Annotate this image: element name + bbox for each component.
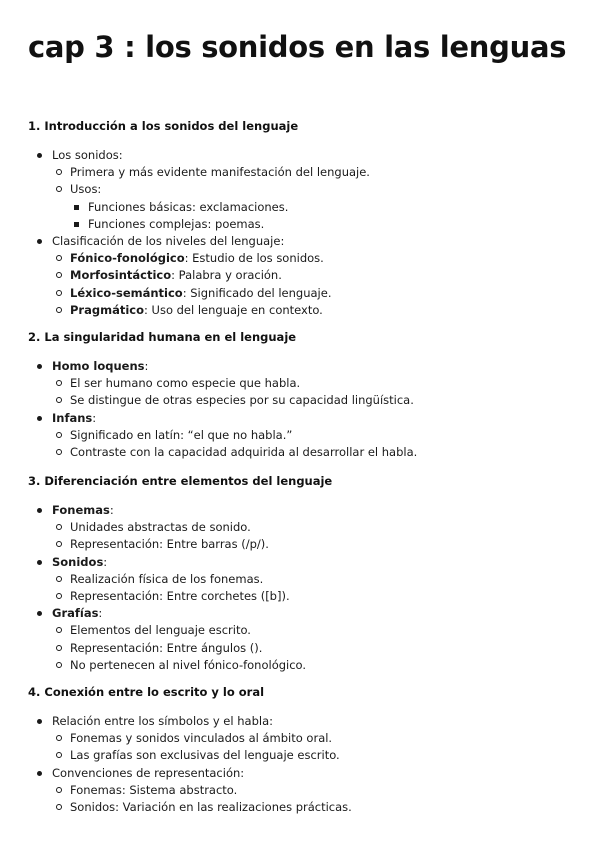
bullet-circle-icon	[56, 627, 62, 633]
bullet-disc-icon	[37, 153, 42, 158]
bullet-circle-icon	[56, 169, 62, 175]
bullet-circle-icon	[56, 432, 62, 438]
bullet-circle-icon	[56, 576, 62, 582]
bullet-disc-icon	[37, 719, 42, 724]
list-item: Realización física de los fonemas.	[28, 571, 588, 588]
bullet-circle-icon	[56, 397, 62, 403]
list-item: Clasificación de los niveles del lenguaje:	[28, 233, 588, 250]
bullet-circle-icon	[56, 752, 62, 758]
list-item: Funciones complejas: poemas.	[28, 216, 588, 233]
bullet-circle-icon	[56, 524, 62, 530]
list-item: Fonemas:	[28, 502, 588, 519]
list-item: Se distingue de otras especies por su capacidad lingüística.	[28, 392, 588, 409]
list-item: Contraste con la capacidad adquirida al desarrollar el habla.	[28, 444, 588, 461]
list-item: Representación: Entre barras (/p/).	[28, 536, 588, 553]
bullet-disc-icon	[37, 239, 42, 244]
list-item: Los sonidos:	[28, 147, 588, 164]
bullet-circle-icon	[56, 662, 62, 668]
list-item: Léxico-semántico: Significado del lenguaje.	[28, 285, 588, 302]
section-diferenciacion	[28, 474, 588, 674]
list-item: El ser humano como especie que habla.	[28, 375, 588, 392]
list-item: Convenciones de representación:	[28, 765, 588, 782]
section-heading: 2. La singularidad humana en el lenguaje	[28, 330, 297, 344]
list-item: Fonemas: Sistema abstracto.	[28, 782, 588, 799]
list-item: Relación entre los símbolos y el habla:	[28, 713, 588, 730]
bullet-list	[28, 147, 588, 319]
bullet-circle-icon	[56, 380, 62, 386]
list-item: No pertenecen al nivel fónico-fonológico.	[28, 657, 588, 674]
list-item: Morfosintáctico: Palabra y oración.	[28, 267, 588, 284]
list-item: Fonemas y sonidos vinculados al ámbito oral.	[28, 730, 588, 747]
list-item: Significado en latín: “el que no habla.”	[28, 427, 588, 444]
section-heading: 4. Conexión entre lo escrito y lo oral	[28, 685, 265, 699]
bullet-circle-icon	[56, 735, 62, 741]
section-introduccion	[28, 119, 588, 319]
list-item: Sonidos:	[28, 554, 588, 571]
section-heading: 1. Introducción a los sonidos del lenguaje	[28, 119, 299, 133]
section-heading: 3. Diferenciación entre elementos del lenguaje	[28, 474, 333, 488]
bullet-circle-icon	[56, 255, 62, 261]
page-title: cap 3 : los sonidos en las lenguas	[28, 30, 567, 64]
list-item: Sonidos: Variación en las realizaciones prácticas.	[28, 799, 588, 816]
bullet-circle-icon	[56, 593, 62, 599]
bullet-circle-icon	[56, 272, 62, 278]
bullet-list	[28, 713, 588, 816]
bullet-circle-icon	[56, 307, 62, 313]
list-item: Homo loquens:	[28, 358, 588, 375]
list-item: Representación: Entre corchetes ([b]).	[28, 588, 588, 605]
bullet-circle-icon	[56, 541, 62, 547]
bullet-disc-icon	[37, 364, 42, 369]
list-item: Elementos del lenguaje escrito.	[28, 622, 588, 639]
bullet-disc-icon	[37, 611, 42, 616]
bullet-circle-icon	[56, 449, 62, 455]
list-item: Usos:	[28, 181, 588, 198]
bullet-disc-icon	[37, 416, 42, 421]
bullet-circle-icon	[56, 290, 62, 296]
list-item: Unidades abstractas de sonido.	[28, 519, 588, 536]
bullet-list	[28, 502, 588, 674]
bullet-disc-icon	[37, 508, 42, 513]
bullet-circle-icon	[56, 804, 62, 810]
bullet-circle-icon	[56, 787, 62, 793]
bullet-circle-icon	[56, 645, 62, 651]
bullet-list	[28, 358, 588, 461]
list-item: Fónico-fonológico: Estudio de los sonidos.	[28, 250, 588, 267]
list-item: Pragmático: Uso del lenguaje en contexto.	[28, 302, 588, 319]
bullet-square-icon	[74, 205, 79, 210]
list-item: Las grafías son exclusivas del lenguaje escrito.	[28, 747, 588, 764]
bullet-circle-icon	[56, 186, 62, 192]
section-singularidad	[28, 330, 588, 461]
bullet-disc-icon	[37, 560, 42, 565]
list-item: Primera y más evidente manifestación del lenguaje.	[28, 164, 588, 181]
bullet-square-icon	[74, 222, 79, 227]
list-item: Funciones básicas: exclamaciones.	[28, 199, 588, 216]
section-conexion	[28, 685, 588, 816]
list-item: Infans:	[28, 410, 588, 427]
bullet-disc-icon	[37, 771, 42, 776]
list-item: Grafías:	[28, 605, 588, 622]
list-item: Representación: Entre ángulos ().	[28, 640, 588, 657]
